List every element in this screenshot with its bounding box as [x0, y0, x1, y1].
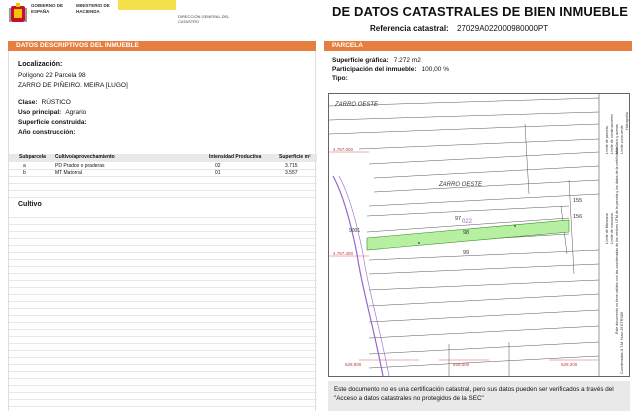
graphic-area-value: 7.272 m2 — [393, 57, 421, 64]
coord-y-label-2: 4.767.400 — [333, 251, 354, 256]
empty-row — [9, 330, 317, 337]
empty-row — [9, 302, 317, 309]
parcel-section-title: PARCELA — [324, 41, 632, 51]
reference-value: 27029A022000980000PT — [456, 24, 549, 33]
header-superficie: Superficie m² — [279, 154, 311, 160]
map-label-zarro-top: ZARRO OESTE — [335, 102, 379, 108]
empty-row — [9, 184, 317, 191]
built-area-field — [18, 119, 91, 126]
empty-row — [9, 309, 317, 316]
map-label-155: 155 — [573, 198, 583, 204]
cultivo-section-title: Cultivo — [18, 201, 42, 208]
construction-year-field — [18, 129, 79, 136]
brand-band — [118, 0, 176, 10]
empty-row — [9, 239, 317, 246]
cell-intensidad: 02 — [215, 163, 221, 169]
map-drawing — [329, 94, 629, 376]
map-label-9001: 9001 — [349, 228, 361, 234]
coord-x-label-2: 629.000 — [453, 362, 470, 367]
built-area-label: Superficie construida: — [18, 119, 87, 126]
type-field — [332, 75, 353, 82]
government-logo — [8, 0, 168, 30]
footer-note: Este documento no es una certificación catastral, pero sus datos pueden ser verificados a través del "Acceso a datos catastrales no protegidos de la SEC" — [328, 381, 630, 411]
header-subparcela: Subparcela — [19, 154, 46, 160]
empty-row — [9, 260, 317, 267]
empty-row — [9, 295, 317, 302]
directorate-label: DIRECCIÓN GENERAL DEL CATASTRO — [178, 14, 230, 24]
empty-row — [9, 393, 317, 400]
use-value: Agrario — [65, 109, 87, 116]
cell-sub: a — [23, 163, 26, 169]
use-field — [18, 109, 86, 116]
cell-sub: b — [23, 170, 26, 176]
empty-row — [9, 225, 317, 232]
descriptive-data-section-title: DATOS DESCRIPTIVOS DEL INMUEBLE — [8, 41, 316, 51]
map-vertex — [514, 225, 516, 227]
map-label-98: 98 — [463, 230, 470, 236]
address-line-2: ZARRO DE PIÑEIRO. MEIRA [LUGO] — [18, 82, 128, 89]
empty-row — [9, 400, 317, 407]
header-cultivo: Cultivo/aprovechamiento — [55, 154, 115, 160]
hydrography — [333, 176, 389, 376]
empty-row — [9, 177, 317, 184]
participation-label: Participación del inmueble: — [332, 66, 417, 73]
gov-label: GOBIERNO DE ESPAÑA — [31, 3, 64, 14]
class-label: Clase: — [18, 99, 38, 106]
empty-row — [9, 365, 317, 372]
descriptive-data-panel — [8, 51, 316, 411]
location-label: Localización: — [18, 61, 63, 68]
reference-line — [370, 24, 548, 33]
document-title: DE DATOS CATASTRALES DE BIEN INMUEBLE — [332, 4, 628, 19]
map-label-156: 156 — [573, 214, 583, 220]
legend-line-1: Límite de parcela — [605, 126, 609, 154]
empty-row — [9, 281, 317, 288]
legend-line-4: Límite zona verde — [620, 125, 624, 154]
use-label: Uso principal: — [18, 109, 62, 116]
graphic-area-label: Superficie gráfica: — [332, 57, 389, 64]
empty-row — [9, 379, 317, 386]
participation-field — [332, 66, 449, 73]
cell-intensidad: 01 — [215, 170, 221, 176]
cell-cultivo: PD Prados o praderas — [55, 163, 105, 169]
empty-row — [9, 386, 317, 393]
parcel-panel — [324, 51, 632, 411]
legend-line-2: Límite de construcciones — [610, 114, 614, 154]
legend-doc-note: Este documento no tiene validez con las coordenadas de los vértices UTM de la parcela y los datos de la certificación — [615, 146, 619, 334]
table-row — [9, 163, 317, 170]
coord-y-label-1: 4.767.000 — [333, 147, 354, 152]
map-label-99: 99 — [463, 250, 470, 256]
cell-superficie: 3.557 — [285, 170, 298, 176]
type-label: Tipo: — [332, 75, 348, 82]
page-header — [0, 0, 640, 38]
map-label-97: 97 — [455, 216, 462, 222]
subparcel-table-header — [9, 154, 317, 162]
empty-row — [9, 358, 317, 365]
address-line-1: Polígono 22 Parcela 98 — [18, 72, 86, 79]
class-field — [18, 99, 71, 106]
coord-x-label-1: 628.800 — [345, 362, 362, 367]
construction-year-label: Año construcción: — [18, 129, 76, 136]
empty-row — [9, 351, 317, 358]
empty-row — [9, 232, 317, 239]
ministry-label: MINISTERIO DE HACIENDA — [76, 3, 110, 14]
reference-label: Referencia catastral: — [370, 24, 449, 33]
table-row — [9, 170, 317, 177]
map-label-zarro-mid: ZARRO OESTE — [439, 182, 483, 188]
empty-row — [9, 191, 317, 198]
empty-row — [9, 344, 317, 351]
class-value: RÚSTICO — [41, 99, 71, 106]
legend-line-6: Límite de Manzana — [605, 213, 609, 244]
cell-cultivo: MT Matorral — [55, 170, 82, 176]
participation-value: 100,00 % — [421, 66, 449, 73]
graphic-area-field — [332, 57, 421, 64]
cell-superficie: 3.715 — [285, 163, 298, 169]
empty-row — [9, 372, 317, 379]
empty-row — [9, 323, 317, 330]
empty-row — [9, 253, 317, 260]
empty-row — [9, 246, 317, 253]
empty-row — [9, 316, 317, 323]
legend-coords-note: Coordenadas U.T.M. Huso 29 ETRS89 — [620, 312, 624, 374]
empty-row — [9, 337, 317, 344]
legend-line-7: Límite de manzana — [610, 213, 614, 244]
empty-row — [9, 211, 317, 218]
coat-of-arms-icon — [8, 2, 28, 26]
empty-row — [9, 274, 317, 281]
legend-line-5: Hidrografía — [625, 112, 629, 130]
empty-row — [9, 288, 317, 295]
map-label-022: 022 — [462, 219, 473, 225]
map-vertex — [418, 242, 420, 244]
empty-row — [9, 218, 317, 225]
legend-line-3: Mobiliario y aceras — [615, 124, 619, 154]
header-intensidad: Intensidad Productiva — [209, 154, 262, 160]
cadastral-map[interactable] — [328, 93, 630, 377]
empty-row — [9, 267, 317, 274]
coord-x-label-3: 629.200 — [561, 362, 578, 367]
